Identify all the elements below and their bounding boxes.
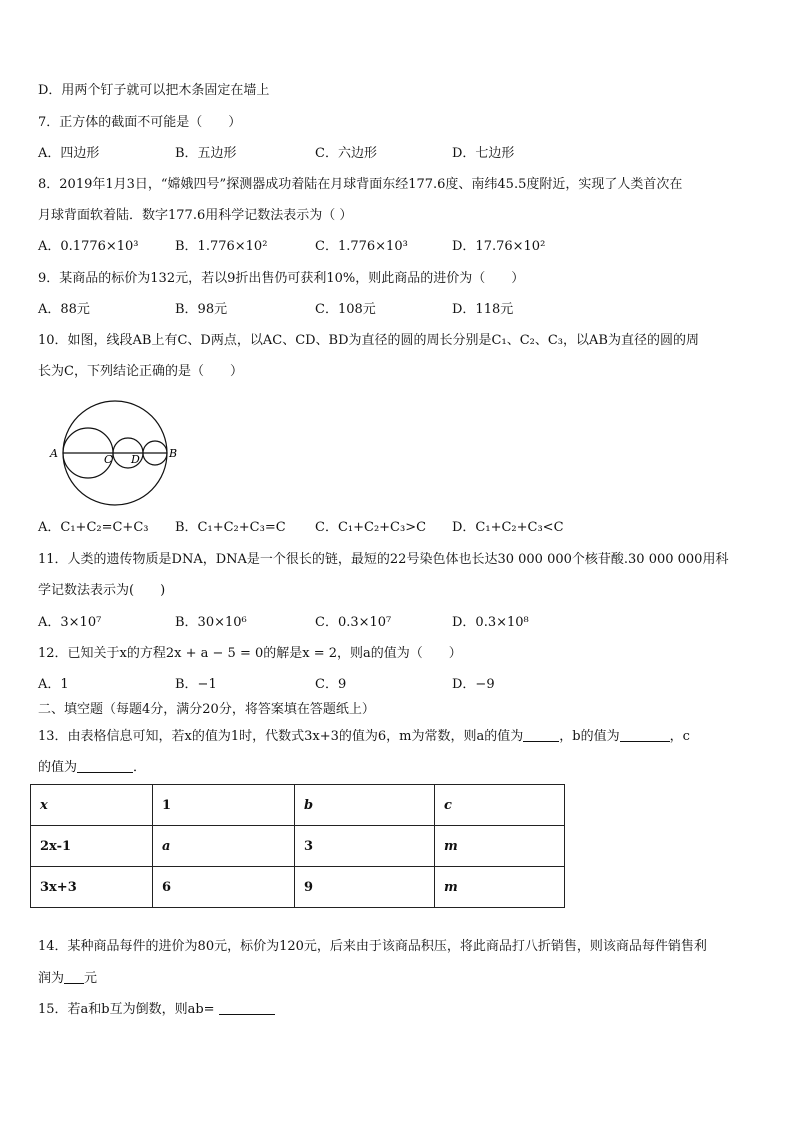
q8-option-d: D．17.76×10² bbox=[452, 239, 546, 254]
table-cell: m bbox=[435, 867, 565, 908]
q9-option-d: D．118元 bbox=[452, 302, 514, 317]
q7-option-b: B．五边形 bbox=[175, 146, 237, 161]
q9-stem: 9．某商品的标价为132元，若以9折出售仍可获利10%，则此商品的进价为（ ） bbox=[38, 271, 525, 286]
table-cell: 2x-1 bbox=[31, 826, 153, 867]
q7-option-a: A．四边形 bbox=[38, 146, 100, 161]
q10-circles-figure bbox=[44, 395, 184, 510]
q13-stem-part2: ，b的值为 bbox=[559, 729, 620, 744]
q12-option-a: A．1 bbox=[38, 677, 69, 692]
label-c: C bbox=[104, 453, 113, 466]
q12-option-c: C．9 bbox=[315, 677, 347, 692]
q11-option-a: A．3×10⁷ bbox=[38, 615, 102, 630]
q8-stem-line2: 月球背面软着陆．数字177.6用科学记数法表示为（ ） bbox=[38, 208, 353, 223]
q11-option-d: D．0.3×10⁸ bbox=[452, 615, 529, 630]
q8-option-b: B．1.776×10² bbox=[175, 239, 268, 254]
q13-stem-part3: ，c bbox=[669, 729, 690, 744]
q13-value-table bbox=[30, 784, 565, 908]
q14-stem-part1: 润为 bbox=[38, 971, 65, 986]
q9-option-b: B．98元 bbox=[175, 302, 228, 317]
q13-stem-part4: 的值为 bbox=[38, 760, 78, 775]
table-cell: 9 bbox=[295, 867, 435, 908]
q13-stem-line1 bbox=[38, 729, 690, 745]
table-cell: 6 bbox=[153, 867, 295, 908]
q14-blank[interactable] bbox=[64, 971, 84, 984]
q15-blank[interactable] bbox=[219, 1002, 275, 1015]
table-cell: m bbox=[435, 826, 565, 867]
q15-stem: 15．若a和b互为倒数，则ab= bbox=[38, 1002, 215, 1017]
q14-stem-line2 bbox=[38, 971, 97, 987]
q6-option-d: D．用两个钉子就可以把木条固定在墙上 bbox=[38, 83, 270, 98]
label-a: A bbox=[50, 447, 58, 460]
table-cell: x bbox=[31, 785, 153, 826]
q9-option-a: A．88元 bbox=[38, 302, 90, 317]
q15-stem-line bbox=[38, 1002, 275, 1018]
table-row bbox=[31, 826, 565, 867]
table-cell: c bbox=[435, 785, 565, 826]
q13-stem-part1: 13．由表格信息可知，若x的值为1时，代数式3x+3的值为6，m为常数，则a的值为 bbox=[38, 729, 524, 744]
table-cell: 3 bbox=[295, 826, 435, 867]
table-cell: b bbox=[295, 785, 435, 826]
q10-option-b: B．C₁+C₂+C₃=C bbox=[175, 520, 286, 535]
q7-stem: 7．正方体的截面不可能是（ ） bbox=[38, 115, 242, 130]
q11-stem-line2: 学记数法表示为( ) bbox=[38, 583, 166, 598]
q13-blank-b[interactable] bbox=[620, 729, 670, 742]
q13-blank-a[interactable] bbox=[523, 729, 559, 742]
q13-stem-part5: ． bbox=[133, 760, 147, 775]
q10-stem-line2: 长为C，下列结论正确的是（ ） bbox=[38, 364, 243, 379]
q7-option-c: C．六边形 bbox=[315, 146, 377, 161]
table-row bbox=[31, 867, 565, 908]
q14-stem-part2: 元 bbox=[84, 971, 98, 986]
table-cell: a bbox=[153, 826, 295, 867]
table-cell: 1 bbox=[153, 785, 295, 826]
q14-stem-line1: 14．某种商品每件的进价为80元，标价为120元，后来由于该商品积压，将此商品打八折销售，则该商品每件销售利 bbox=[38, 939, 707, 954]
q11-option-c: C．0.3×10⁷ bbox=[315, 615, 392, 630]
section-fill-in-heading: 二、填空题（每题4分，满分20分，将答案填在答题纸上） bbox=[38, 702, 375, 717]
q8-option-c: C．1.776×10³ bbox=[315, 239, 408, 254]
q13-stem-line2 bbox=[38, 760, 146, 776]
table-row bbox=[31, 785, 565, 826]
q8-stem-line1: 8．2019年1月3日，“嫦娥四号”探测器成功着陆在月球背面东经177.6度、南纬45.5度附近，实现了人类首次在 bbox=[38, 177, 683, 192]
label-b: B bbox=[169, 447, 178, 460]
q12-option-b: B．−1 bbox=[175, 677, 217, 692]
q10-option-c: C．C₁+C₂+C₃>C bbox=[315, 520, 427, 535]
q9-option-c: C．108元 bbox=[315, 302, 376, 317]
q10-option-a: A．C₁+C₂=C+C₃ bbox=[38, 520, 149, 535]
q10-stem-line1: 10．如图，线段AB上有C、D两点，以AC、CD、BD为直径的圆的周长分别是C₁、C₂、C₃，以AB为直径的圆的周 bbox=[38, 333, 699, 348]
label-d: D bbox=[131, 453, 140, 466]
q7-option-d: D．七边形 bbox=[452, 146, 515, 161]
q12-option-d: D．−9 bbox=[452, 677, 495, 692]
q13-blank-c[interactable] bbox=[77, 760, 133, 773]
q10-option-d: D．C₁+C₂+C₃<C bbox=[452, 520, 564, 535]
q8-option-a: A．0.1776×10³ bbox=[38, 239, 139, 254]
q11-option-b: B．30×10⁶ bbox=[175, 615, 247, 630]
q12-stem: 12．已知关于x的方程2x + a − 5 = 0的解是x = 2，则a的值为（ ） bbox=[38, 646, 462, 661]
table-cell: 3x+3 bbox=[31, 867, 153, 908]
q11-stem-line1: 11．人类的遗传物质是DNA，DNA是一个很长的链，最短的22号染色体也长达30 000 000个核苷酸.30 000 000用科 bbox=[38, 552, 729, 567]
